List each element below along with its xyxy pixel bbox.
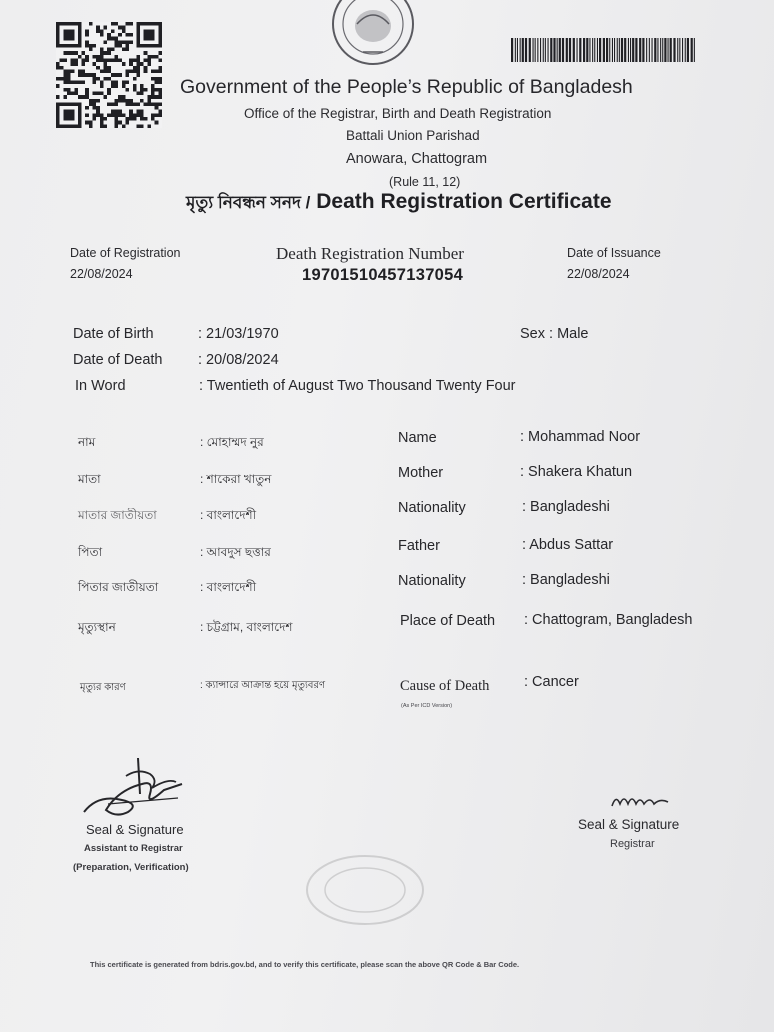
office-heading: Office of the Registrar, Birth and Death Registration [244,106,552,121]
bn-mother-nationality-value: : বাংলাদেশী [200,508,257,522]
faint-stamp-icon [300,850,430,930]
registrar-role: Registrar [610,838,655,850]
registration-date-label: Date of Registration [70,246,181,260]
registrar-signature-icon [610,790,674,812]
assistant-role-detail: (Preparation, Verification) [73,862,189,873]
mother-label: Mother [398,465,444,481]
mother-nationality-label: Nationality [398,500,466,516]
certificate-title [186,190,612,218]
government-seal-icon [327,0,419,68]
bn-place-of-death-label: মৃত্যুস্থান [78,620,116,634]
registration-number-label: Death Registration Number [276,244,464,263]
place-heading: Anowara, Chattogram [346,151,488,167]
bn-mother-nationality-label: মাতার জাতীয়তা [78,508,157,522]
bn-name-value: : মোহাম্মদ নুর [200,435,264,449]
issuance-date-value: 22/08/2024 [567,267,630,281]
bn-cause-of-death-value: : ক্যান্সারে আক্রান্ত হয়ে মৃত্যুবরণ [200,680,326,691]
father-label: Father [398,538,440,554]
name-value: : Mohammad Noor [520,429,641,445]
father-value: : Abdus Sattar [522,537,614,553]
in-word-value: : Twentieth of August Two Thousand Twenty Four [199,378,516,394]
cause-of-death-label: Cause of Death [400,678,490,694]
name-label: Name [398,430,437,446]
assistant-role: Assistant to Registrar [84,843,183,854]
in-word-label: In Word [75,378,126,394]
bn-mother-label: মাতা [78,472,101,486]
bn-father-label: পিতা [78,545,103,559]
date-of-birth-value: : 21/03/1970 [198,326,279,342]
registration-number-value: 19701510457137054 [302,266,464,284]
certificate-title-bn: মৃত্যু নিবন্ধন সনদ / [186,193,311,212]
registrar-seal-title: Seal & Signature [578,817,680,832]
mother-nationality-value: : Bangladeshi [522,499,610,515]
bn-place-of-death-value: : চট্টগ্রাম, বাংলাদেশ [200,620,293,634]
issuance-date-label: Date of Issuance [567,246,661,260]
date-of-death-label: Date of Death [73,352,163,368]
assistant-seal-title: Seal & Signature [86,822,184,837]
government-heading: Government of the People’s Republic of Bangladesh [180,76,633,98]
father-nationality-label: Nationality [398,573,466,589]
union-heading: Battali Union Parishad [346,128,480,143]
sex-value: Sex : Male [520,326,589,342]
bn-father-nationality-label: পিতার জাতীয়তা [78,580,159,594]
date-of-birth-label: Date of Birth [73,326,154,342]
date-of-death-value: : 20/08/2024 [198,352,279,368]
place-of-death-value: : Chattogram, Bangladesh [524,612,693,628]
barcode [511,38,697,62]
icd-version-note: (As Per ICD Version) [401,703,453,709]
registration-date-value: 22/08/2024 [70,267,133,281]
footer-verification-note: This certificate is generated from bdris.gov.bd, and to verify this certificate, please scan the above QR Code & Bar Code. [90,960,520,969]
mother-value: : Shakera Khatun [520,464,633,480]
bn-father-value: : আবদুস ছত্তার [200,545,271,559]
place-of-death-label: Place of Death [400,613,496,629]
bn-name-label: নাম [78,435,96,449]
qr-code [54,22,164,128]
bn-father-nationality-value: : বাংলাদেশী [200,580,257,594]
cause-of-death-value: : Cancer [524,674,579,690]
bn-cause-of-death-label: মৃত্যুর কারণ [80,682,126,693]
father-nationality-value: : Bangladeshi [522,572,610,588]
assistant-signature-icon [78,754,190,820]
rule-text: (Rule 11, 12) [389,175,461,189]
bn-mother-value: : শাকেরা খাতুন [200,472,272,486]
certificate-title-en: Death Registration Certificate [316,190,612,213]
